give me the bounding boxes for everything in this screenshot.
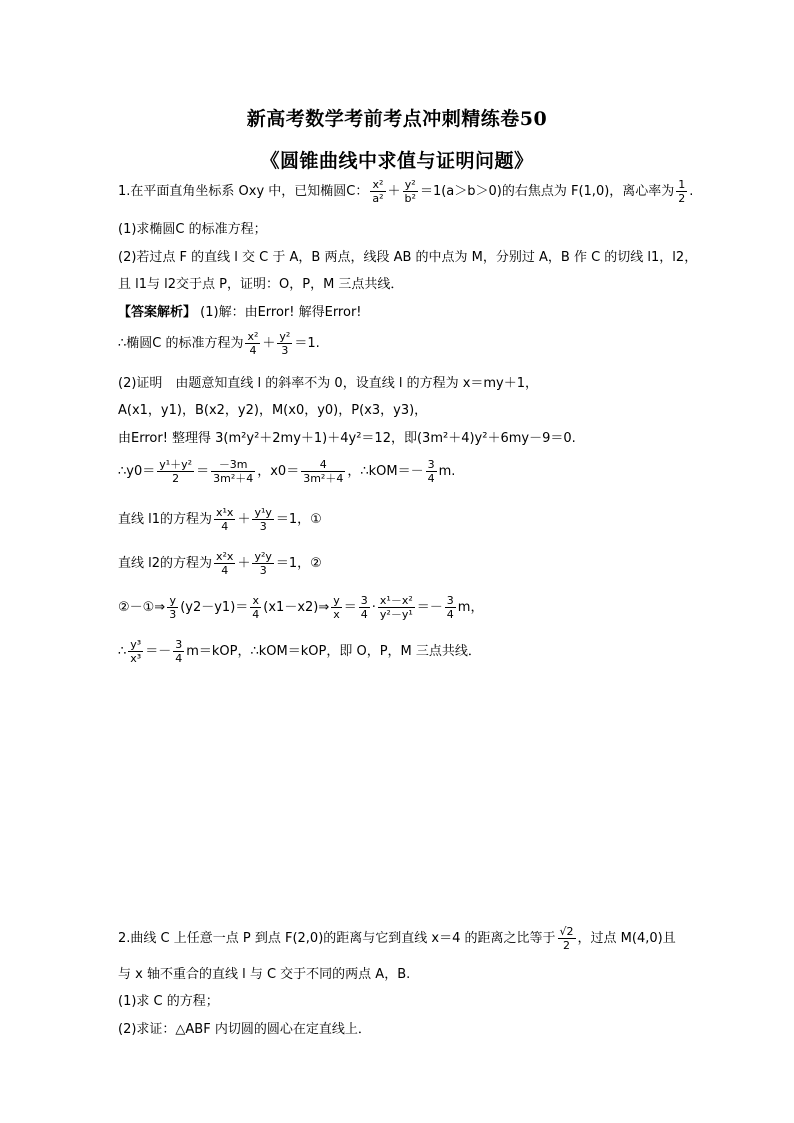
page-subtitle: 《圆锥曲线中求值与证明问题》 bbox=[260, 150, 534, 172]
q1-stem-cont: ＝1(a＞b＞0)的右焦点为 F(1,0)，离心率为 bbox=[419, 184, 675, 199]
answer-text: (1)解：由Error! 解得Error! bbox=[200, 305, 362, 320]
frac-sqrt2: $\frac{√2}{2}$ bbox=[559, 925, 574, 952]
tangent-l2: 直线 l2的方程为 $\frac{\text{x²x}}{4}$ ＋ $\frac{\text{y²y}}{3}$ ＝1，② bbox=[118, 550, 322, 577]
page-title: 新高考数学考前考点冲刺精练卷50 bbox=[246, 108, 548, 130]
tangent-l1: 直线 l1的方程为 $\frac{\text{x¹x}}{4}$ ＋ $\frac{\text{y¹y}}{3}$ ＝1，① bbox=[118, 506, 322, 533]
simplify-line: 由Error! 整理得 3(m²y²＋2my＋1)＋4y²＝12，即(3m²＋4)y²＋6my－9＝0. bbox=[118, 431, 576, 446]
frac-half: $\frac{1}{2}$ bbox=[678, 178, 686, 205]
q1-stem-text: 1.在平面直角坐标系 Oxy 中，已知椭圆C： bbox=[118, 184, 369, 199]
frac-y1y: $\frac{\text{y¹y}}{3}$ bbox=[254, 506, 272, 533]
subtract-line: ②－①⇒ $\frac{y}{3}$ (y2－y1)＝ $\frac{x}{4}$ (x1－x2)⇒ $\frac{y}{x}$ ＝ $\frac{3}{4}$ · $\frac{\text{x¹－x²}}{\text{y²－y¹}}$ ＝－ $\frac{3}{4}$ m， bbox=[118, 594, 484, 621]
q2-part1: (1)求 C 的方程； bbox=[118, 994, 219, 1009]
frac-x2-a2: $\frac{\text{x²}}{\text{a²}}$ bbox=[372, 178, 384, 205]
frac-m3: $\frac{-3m}{\text{3m²＋4}}$ bbox=[213, 458, 254, 485]
q1-stem: 1.在平面直角坐标系 Oxy 中，已知椭圆C： $\frac{\text{x²}}{\text{a²}}$ ＋ $\frac{\text{y²}}{\text{b²}}$ ＝1(a＞b＞0)的右焦点为 F(1,0)，离心率为 $\frac{1}{2}$ . bbox=[118, 178, 694, 205]
conclusion-line: ∴ $\frac{\text{y³}}{\text{x³}}$ ＝－ $\frac{3}{4}$ m＝kOP，∴kOM＝kOP，即 O，P，M 三点共线． bbox=[118, 638, 481, 665]
frac-x0: $\frac{4}{\text{3m²＋4}}$ bbox=[303, 458, 344, 485]
frac-x2x: $\frac{\text{x²x}}{4}$ bbox=[216, 550, 234, 577]
frac-y2y: $\frac{\text{y²y}}{3}$ bbox=[254, 550, 272, 577]
frac-x1x: $\frac{\text{x¹x}}{4}$ bbox=[216, 506, 234, 533]
proof-line: (2)证明 由题意知直线 l 的斜率不为 0，设直线 l 的方程为 x＝my＋1， bbox=[118, 376, 539, 391]
y0-line: ∴y0＝ $\frac{\text{y¹＋y²}}{2}$ ＝ $\frac{-3m}{\text{3m²＋4}}$ ，x0＝ $\frac{4}{\text{3m²＋4}}$ ，∴kOM＝－ $\frac{3}{4}$ m. bbox=[118, 458, 456, 485]
q2-stem-cont: 与 x 轴不重合的直线 l 与 C 交于不同的两点 A，B. bbox=[118, 967, 411, 982]
answer-label: 【答案解析】 bbox=[118, 305, 197, 320]
q1-part2-cont: 且 l1与 l2交于点 P，证明：O，P，M 三点共线． bbox=[118, 277, 404, 292]
frac-k: $\frac{3}{4}$ bbox=[427, 458, 435, 485]
q2-stem: 2.曲线 C 上任意一点 P 到点 F(2,0)的距离与它到直线 x＝4 的距离之比等于 $\frac{√2}{2}$ ，过点 M(4,0)且 bbox=[118, 925, 676, 952]
q2-part2: (2)求证：△ABF 内切圆的圆心在定直线上． bbox=[118, 1022, 371, 1037]
frac-y0: $\frac{\text{y¹＋y²}}{2}$ bbox=[159, 458, 193, 485]
answer-line bbox=[118, 304, 362, 322]
q1-part1: (1)求椭圆C 的标准方程； bbox=[118, 222, 267, 237]
q1-part2: (2)若过点 F 的直线 l 交 C 于 A，B 两点，线段 AB 的中点为 M，分别过 A，B 作 C 的切线 l1，l2， bbox=[118, 250, 698, 265]
frac-y2-b2: $\frac{\text{y²}}{\text{b²}}$ bbox=[404, 178, 416, 205]
frac-y2-3: $\frac{\text{y²}}{3}$ bbox=[279, 330, 291, 357]
ellipse-equation: ∴椭圆C 的标准方程为 $\frac{\text{x²}}{4}$ ＋ $\frac{\text{y²}}{3}$ ＝1. bbox=[118, 330, 320, 357]
frac-x2-4: $\frac{\text{x²}}{4}$ bbox=[247, 330, 259, 357]
points-line: A(x1，y1)，B(x2，y2)，M(x0，y0)，P(x3，y3)， bbox=[118, 403, 428, 418]
